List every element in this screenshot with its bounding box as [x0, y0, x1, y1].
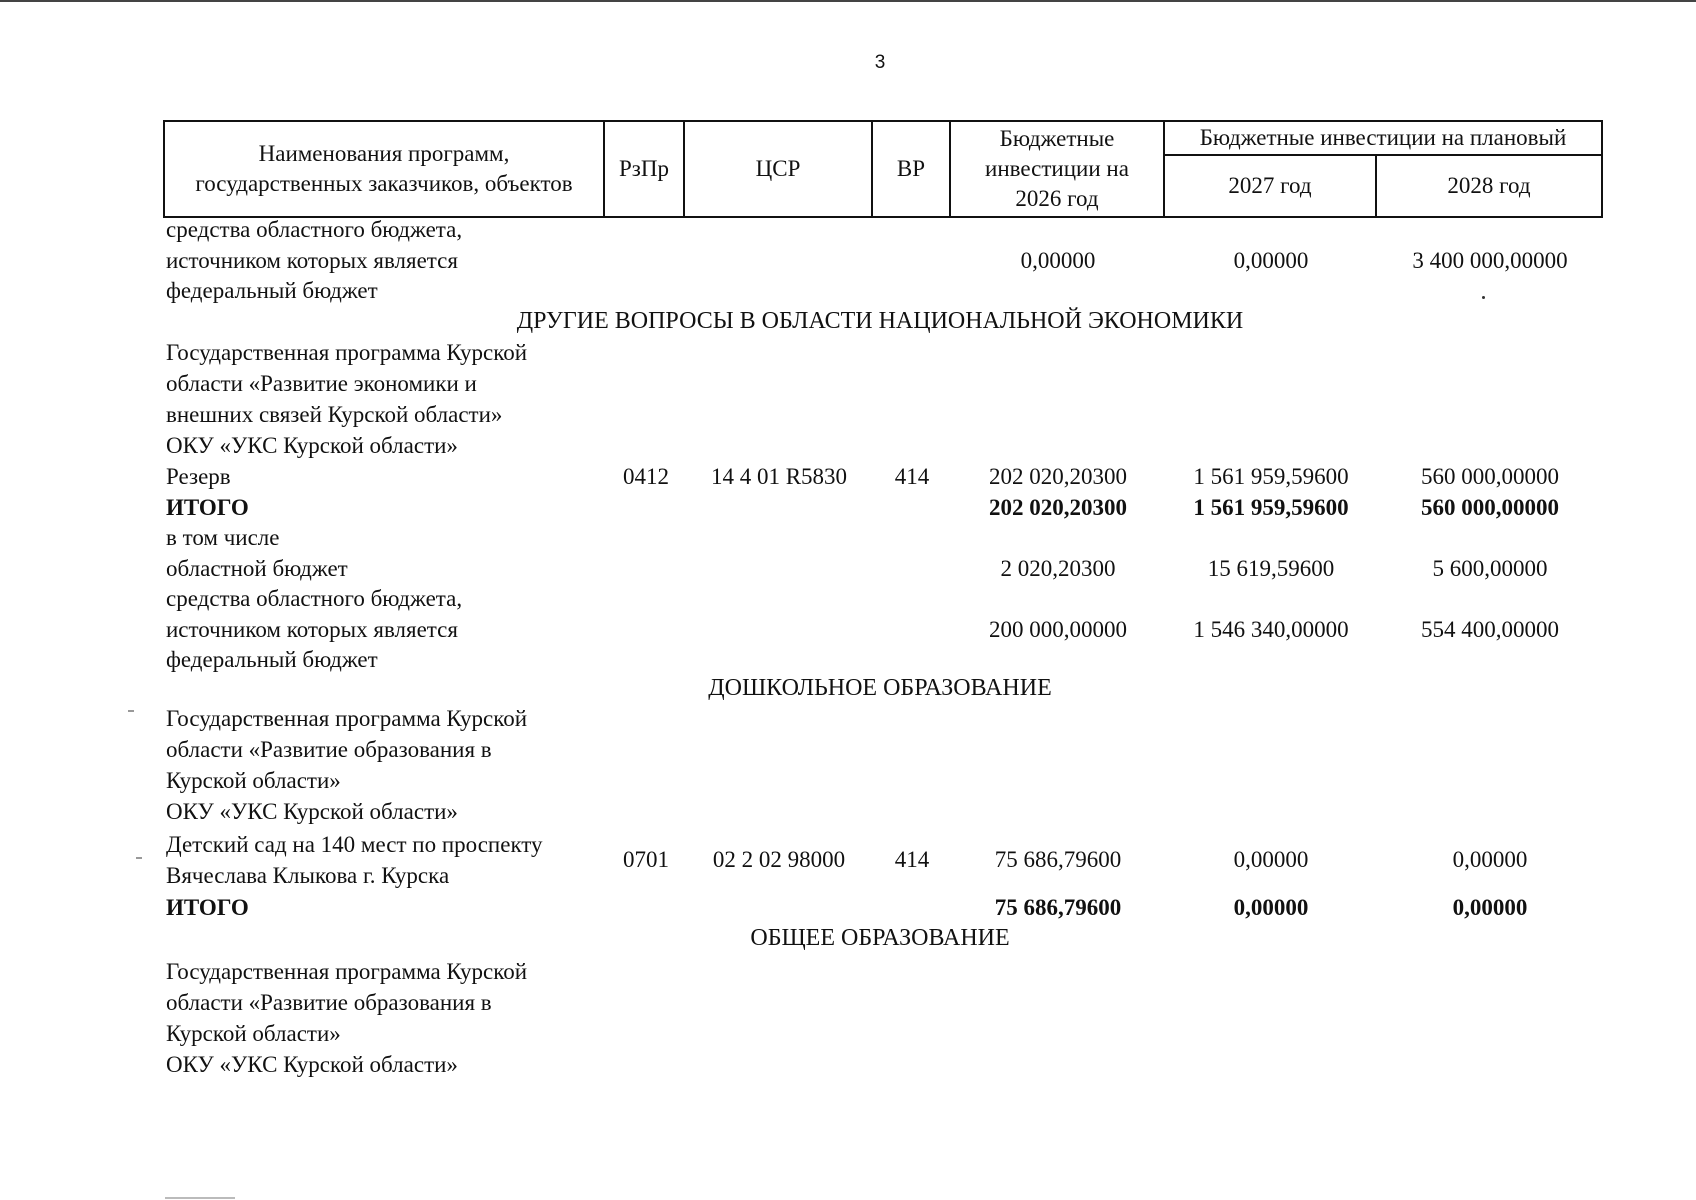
header-2027: 2027 год [1164, 155, 1376, 217]
scan-mark [136, 857, 142, 859]
customer-line: ОКУ «УКС Курской области» [166, 799, 458, 824]
scan-mark [165, 1197, 235, 1199]
program-line: Государственная программа Курской [166, 340, 528, 365]
scan-mark [128, 710, 134, 712]
table-header [163, 120, 1603, 218]
program-line: Курской области» [166, 1021, 341, 1046]
customer-line: ОКУ «УКС Курской области» [166, 433, 458, 458]
customer-line: ОКУ «УКС Курской области» [166, 1052, 458, 1077]
program-line: внешних связей Курской области» [166, 402, 503, 427]
program-line: области «Развитие образования в [166, 737, 492, 762]
program-line: Государственная программа Курской [166, 706, 528, 731]
object-name-line: Детский сад на 140 мест по проспекту [166, 832, 543, 857]
header-csr: ЦСР [684, 121, 872, 217]
object-name-line: Вячеслава Клыкова г. Курска [166, 863, 450, 888]
header-name: Наименования программ, государственных заказчиков, объектов [164, 121, 604, 217]
program-line: области «Развитие экономики и [166, 371, 477, 396]
page-number: 3 [874, 52, 886, 73]
scan-speck [1482, 296, 1485, 299]
header-v2026: Бюджетные инвестиции на 2026 год [950, 121, 1164, 217]
program-line: Курской области» [166, 768, 341, 793]
header-rz: РзПр [604, 121, 684, 217]
header-vr: ВР [872, 121, 950, 217]
program-line: Государственная программа Курской [166, 959, 528, 984]
header-2028: 2028 год [1376, 155, 1602, 217]
scan-top-edge [0, 0, 1696, 2]
list-item: средства областного бюджета, [166, 586, 463, 611]
section-title: ДРУГИЕ ВОПРОСЫ В ОБЛАСТИ НАЦИОНАЛЬНОЙ ЭКОНОМИКИ [516, 308, 1244, 334]
header-planned: Бюджетные инвестиции на плановый [1164, 121, 1602, 155]
section-title: ОБЩЕЕ ОБРАЗОВАНИЕ [750, 925, 1010, 951]
list-item: федеральный бюджет [166, 647, 378, 672]
section-title: ДОШКОЛЬНОЕ ОБРАЗОВАНИЕ [708, 675, 1052, 701]
program-line: области «Развитие образования в [166, 990, 492, 1015]
including-label: в том числе [166, 525, 280, 550]
